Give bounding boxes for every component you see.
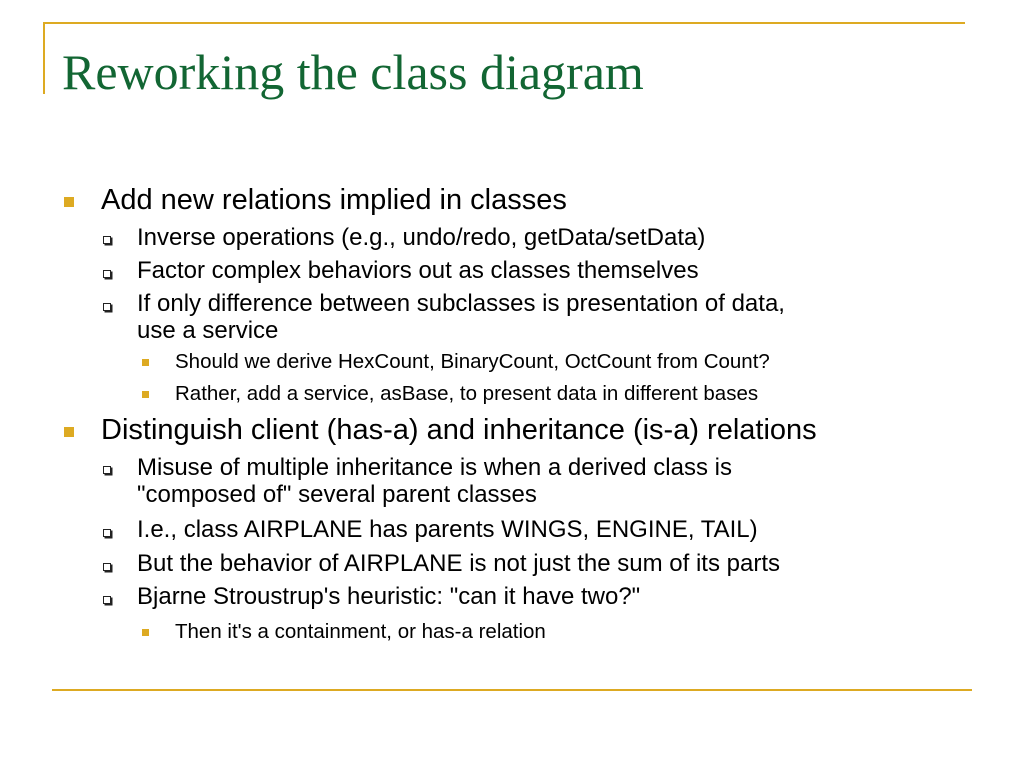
bullet-text: Add new relations implied in classes — [101, 184, 567, 216]
hollow-square-bullet-icon — [103, 466, 111, 474]
square-bullet-icon — [64, 427, 74, 437]
bullet-text: Factor complex behaviors out as classes themselves — [137, 257, 699, 284]
bullet-text: Then it's a containment, or has-a relation — [175, 620, 546, 643]
hollow-square-bullet-icon — [103, 303, 111, 311]
square-bullet-icon — [142, 629, 149, 636]
bullet-text: Bjarne Stroustrup's heuristic: "can it have two?" — [137, 583, 641, 610]
bullet-text-continuation: use a service — [137, 317, 279, 344]
hollow-square-bullet-icon — [103, 270, 111, 278]
bullet-text: If only difference between subclasses is presentation of data, — [137, 290, 785, 317]
bullet-text-continuation: "composed of" several parent classes — [137, 481, 537, 508]
bullet-text: Inverse operations (e.g., undo/redo, getData/setData) — [137, 224, 706, 251]
hollow-square-bullet-icon — [103, 236, 111, 244]
square-bullet-icon — [64, 197, 74, 207]
bullet-text: But the behavior of AIRPLANE is not just the sum of its parts — [137, 550, 780, 577]
hollow-square-bullet-icon — [103, 596, 111, 604]
bullet-text: Misuse of multiple inheritance is when a derived class is — [137, 454, 732, 481]
slide-title: Reworking the class diagram — [62, 44, 644, 100]
bullet-text: Rather, add a service, asBase, to present data in different bases — [175, 382, 759, 405]
square-bullet-icon — [142, 359, 149, 366]
bullet-text: Should we derive HexCount, BinaryCount, OctCount from Count? — [175, 350, 770, 373]
hollow-square-bullet-icon — [103, 563, 111, 571]
bullet-text: I.e., class AIRPLANE has parents WINGS, ENGINE, TAIL) — [137, 516, 758, 543]
bottom-accent-rule — [52, 689, 972, 691]
hollow-square-bullet-icon — [103, 529, 111, 537]
left-accent-rule — [43, 22, 45, 94]
top-accent-rule — [43, 22, 965, 24]
square-bullet-icon — [142, 391, 149, 398]
bullet-text: Distinguish client (has-a) and inheritance (is-a) relations — [101, 414, 817, 446]
